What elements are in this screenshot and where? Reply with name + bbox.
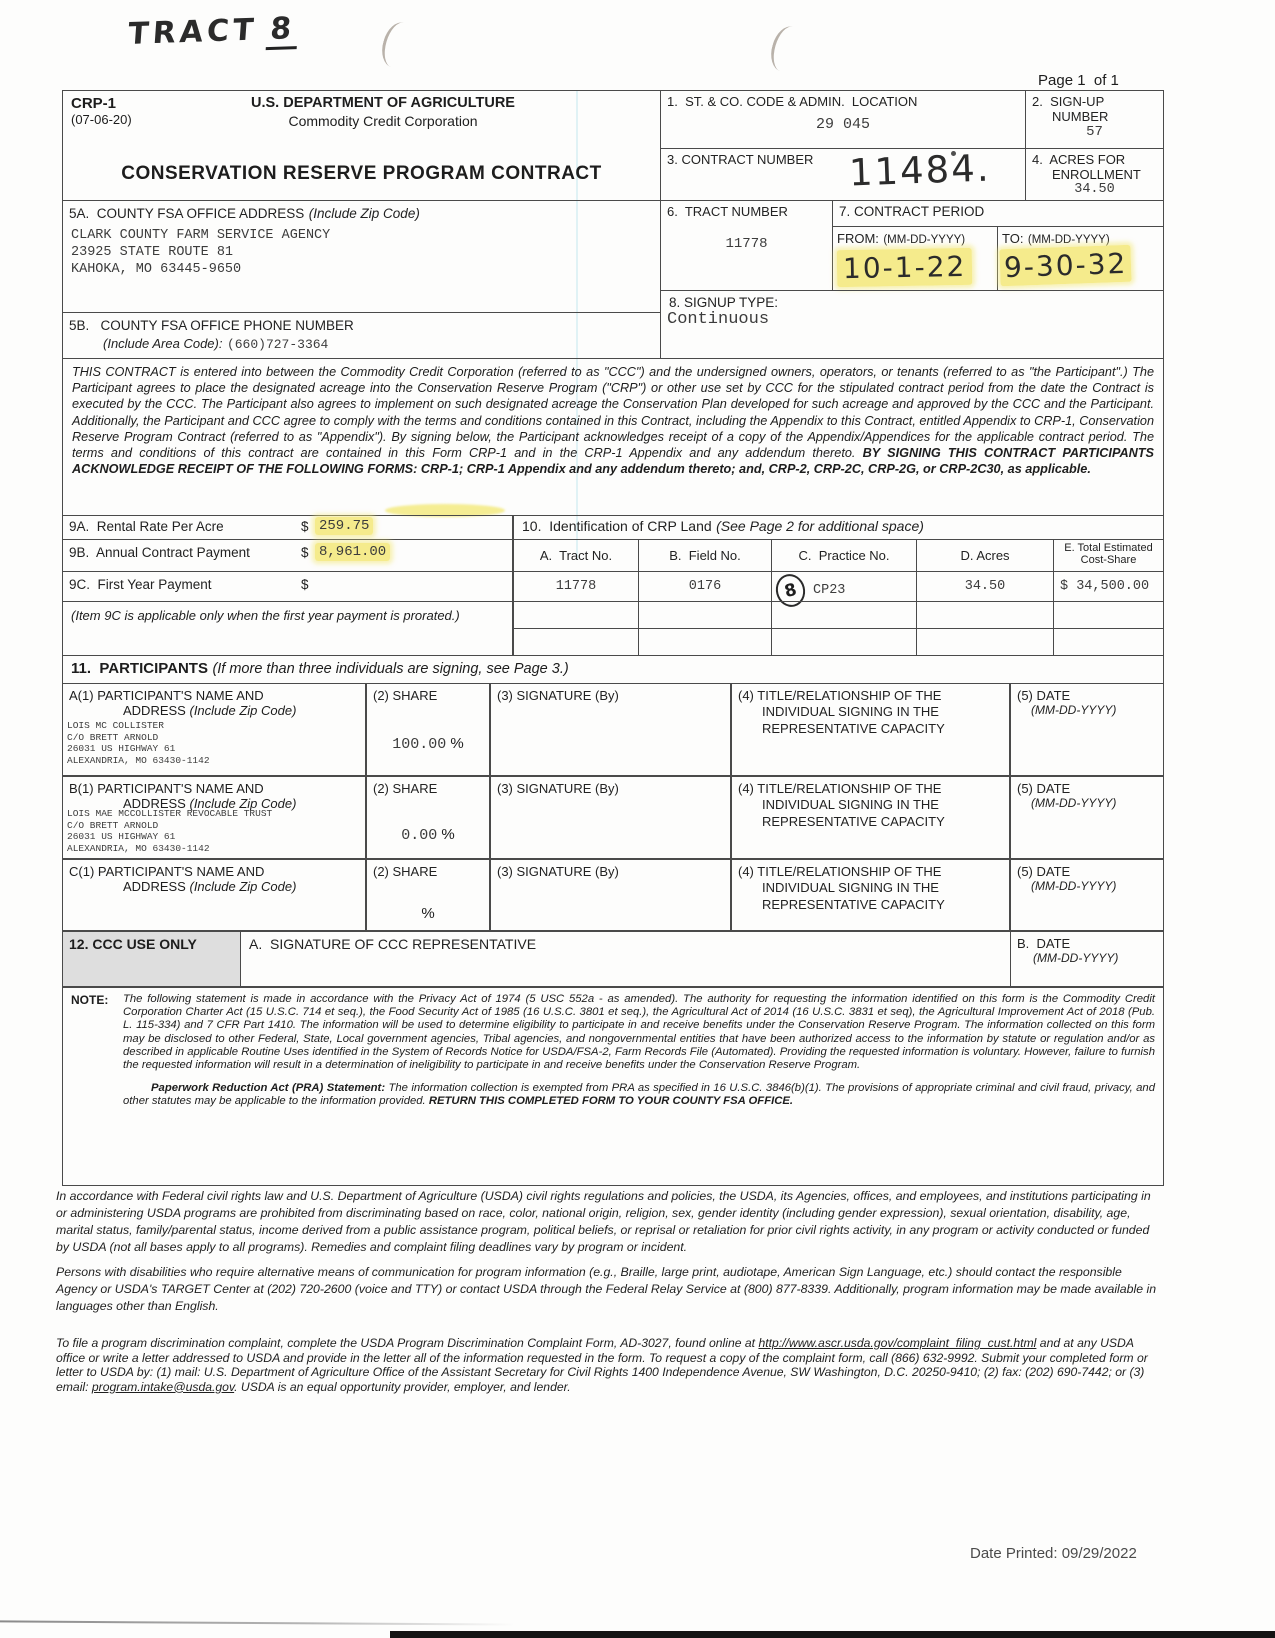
col-header-field-no bbox=[638, 539, 772, 572]
box-5a-label-note: (Include Zip Code) bbox=[308, 206, 420, 221]
date-header: (5) DATE bbox=[1017, 781, 1071, 796]
box-5b-label: 5B. COUNTY FSA OFFICE PHONE NUMBER bbox=[69, 318, 354, 333]
agency-name: Commodity Credit Corporation bbox=[288, 113, 478, 129]
box-9-note bbox=[62, 601, 513, 656]
participant-c-share-cell bbox=[366, 859, 490, 931]
box-1-value: 29 045 bbox=[815, 116, 870, 133]
crp-land-cell-practice bbox=[771, 571, 917, 602]
box-5b-fsa-office-phone bbox=[62, 312, 661, 359]
cell-value: $ 34,500.00 bbox=[1060, 579, 1150, 594]
crp-land-cell-cost-share bbox=[1053, 571, 1164, 602]
box-9b-currency: $ bbox=[301, 545, 309, 560]
address-line: ALEXANDRIA, MO 63430-1142 bbox=[67, 754, 210, 766]
complaint-text: . USDA is an equal opportunity provider, employer, and lender. bbox=[234, 1379, 571, 1394]
name-header2: ADDRESS bbox=[123, 879, 186, 894]
percent-sign: % bbox=[421, 905, 435, 922]
box-5b-label-note: (Include Area Code): bbox=[103, 336, 223, 351]
box-5a-fsa-office-address bbox=[62, 200, 661, 313]
name-header-zip: (Include Zip Code) bbox=[189, 796, 297, 811]
box-6-label: 6. TRACT NUMBER bbox=[667, 204, 788, 219]
box-4-acres-enrollment bbox=[1025, 148, 1164, 201]
address-line: KAHOKA, MO 63445-9650 bbox=[71, 262, 242, 277]
section-12-ccc-use-only bbox=[62, 931, 241, 987]
address-line: C/O BRETT ARNOLD bbox=[67, 731, 159, 743]
title-header: (4) TITLE/RELATIONSHIP OF THE INDIVIDUAL SIGNING IN THE REPRESENTATIVE CAPACITY bbox=[738, 864, 945, 912]
col-header-label: B. Field No. bbox=[669, 548, 741, 563]
name-header: PARTICIPANT'S NAME AND bbox=[97, 781, 264, 796]
address-line: LOIS MAE MCCOLLISTER REVOCABLE TRUST bbox=[67, 808, 273, 819]
participant-c-title-cell bbox=[731, 859, 1010, 931]
box-9b-annual-payment bbox=[62, 539, 513, 572]
crp-land-empty-cell bbox=[916, 601, 1054, 629]
box-6-value: 11778 bbox=[725, 236, 768, 252]
box-8-label: 8. SIGNUP TYPE: bbox=[669, 295, 779, 310]
share-value: 100.00 bbox=[392, 736, 447, 753]
crp-land-empty-cell bbox=[638, 601, 772, 629]
pra-statement-text: The information collection is exempted from PRA as specified in 16 U.S.C. 3846(b)(1). The provisions of appropriate criminal and civil fraud, privacy, and other statutes may be applicable to the information provided. bbox=[123, 1082, 1155, 1108]
signature-header: (3) SIGNATURE (By) bbox=[497, 781, 619, 796]
ccc-date-format: (MM-DD-YYYY) bbox=[1033, 951, 1119, 965]
participant-a-date-cell bbox=[1010, 683, 1164, 776]
fsa-office-address bbox=[63, 227, 660, 278]
box-2-value: 57 bbox=[1086, 124, 1103, 140]
cell-value: 34.50 bbox=[964, 579, 1006, 594]
participant-b-address bbox=[63, 808, 365, 854]
privacy-act-text: The following statement is made in accordance with the Privacy Act of 1974 (5 USC 552a - as amended). The authority for requesting the information identified on this form is the Commodity Credit Corporation Charter Act (15 U.S.C. 714 et seq.), the Food Security Act of 1985 (16 U.S.C. 3801 et seq.), the Agricultural Act of 2014 (16 U.S.C. 3831 et seq), the Agricultural Improvement Act of 2018 (Pub. L. 115-334) and 7 CFR Part 1410. The information will be used to determine eligibility to participate in and receive benefits under the Conservation Reserve Program. The information collected on this form may be disclosed to other Federal, State, Local government agencies, Tribal agencies, and nongovernmental entities that have been authorized access to the information by statute or regulation and/or as described in applicable Routine Uses identified in the System of Records Notice for USDA/FSA-2, Farm Records File (Automated). Providing the requested information is voluntary. However, failure to furnish the requested information will result in a determination of ineligibility to participate in and receive benefits under the Conservation Reserve Program. bbox=[123, 993, 1155, 1072]
box-7-to-cell bbox=[998, 227, 1165, 291]
participant-row-id: C(1) bbox=[69, 864, 95, 879]
box-4-value: 34.50 bbox=[1074, 182, 1115, 197]
crp-land-empty-cell bbox=[771, 628, 917, 656]
name-header: PARTICIPANT'S NAME AND bbox=[97, 864, 265, 879]
participant-b-signature-cell bbox=[490, 776, 731, 859]
participant-b-title-cell bbox=[731, 776, 1010, 859]
page-indicator: Page 1 of 1 bbox=[1038, 72, 1119, 89]
participant-row-id: B(1) bbox=[69, 781, 94, 796]
participant-a-title-cell bbox=[731, 683, 1010, 776]
ccc-signature-label: A. SIGNATURE OF CCC REPRESENTATIVE bbox=[249, 936, 537, 952]
box-9a-currency: $ bbox=[301, 519, 309, 534]
address-line: 23925 STATE ROUTE 81 bbox=[71, 245, 234, 260]
box-3-contract-number bbox=[660, 148, 1026, 201]
participant-c-date-cell bbox=[1010, 859, 1164, 931]
scan-edge-bar bbox=[390, 1631, 1275, 1638]
crp-land-cell-field bbox=[638, 571, 772, 602]
col-header-label: D. Acres bbox=[960, 548, 1010, 563]
ccc-date-label: B. DATE bbox=[1017, 936, 1071, 951]
note-label: NOTE: bbox=[71, 993, 109, 1007]
participant-c-name-cell bbox=[62, 859, 366, 931]
to-label: TO: bbox=[1002, 231, 1024, 246]
box-2-label-line1: 2. SIGN-UP bbox=[1032, 94, 1105, 109]
cell-value: 11778 bbox=[555, 579, 597, 594]
pra-return-instruction: RETURN THIS COMPLETED FORM TO YOUR COUNTY FSA OFFICE. bbox=[428, 1095, 794, 1108]
participant-b-share-cell bbox=[366, 776, 490, 859]
participant-a-signature-cell bbox=[490, 683, 731, 776]
crp-land-cell-tract bbox=[513, 571, 639, 602]
contract-body-text: THIS CONTRACT is entered into between the Commodity Credit Corporation (referred to as "CCC") and the undersigned owners, operators, or tenants (referred to as "the Participant".) The Participant agrees to place the designated acreage into the Conservation Reserve Program ("CRP") or other use set by CCC for the stipulated contract period from the date the Contract is executed by the CCC. The Participant also agrees to implement on such designated acreage the Conservation Plan developed for such acreage and approved by the CCC and the Participant. Additionally, the Participant and CCC agree to comply with the terms and conditions contained in this Contract, including the Appendix to this Contract, entitled Appendix to CRP-1, Conservation Reserve Program Contract (referred to as "Appendix"). By signing below, the Participant acknowledges receipt of a copy of the Appendix/Appendices for the applicable contract period. The terms and conditions of this contract are contained in this Form CRP-1 and in the CRP-1 Appendix and any addendum thereto. bbox=[72, 365, 1154, 461]
box-10-header bbox=[513, 515, 1164, 540]
address-line: 26031 US HIGHWAY 61 bbox=[67, 743, 176, 754]
from-label: FROM: bbox=[837, 231, 879, 246]
box-9a-value: 259.75 bbox=[315, 517, 373, 535]
scan-scratch-line bbox=[0, 1620, 515, 1625]
complaint-form-url: http://www.ascr.usda.gov/complaint_filing_cust.html bbox=[758, 1336, 1037, 1350]
box-3-handwritten-value: 11484. bbox=[848, 146, 992, 195]
crp-land-empty-cell bbox=[638, 628, 772, 656]
box-1-state-county-code bbox=[660, 90, 1026, 149]
date-printed: Date Printed: 09/29/2022 bbox=[970, 1545, 1137, 1562]
box-9b-value: 8,961.00 bbox=[315, 543, 390, 561]
box-4-label-line2: ENROLLMENT bbox=[1052, 167, 1141, 182]
col-header-practice-no bbox=[771, 539, 917, 572]
tract-number: 8 bbox=[266, 11, 300, 50]
form-header-box bbox=[62, 90, 661, 201]
from-format: (MM-DD-YYYY) bbox=[883, 234, 966, 246]
share-header: (2) SHARE bbox=[373, 781, 438, 796]
contract-bold-text: BY SIGNING THIS CONTRACT PARTICIPANTS ACKNOWLEDGE RECEIPT OF THE FOLLOWING FORMS: CRP-1; CRP-1 Appendix and any addendum thereto; and, CRP-2, CRP-2C, CRP-2G, or CRP-2C30, as applicable. bbox=[72, 446, 1154, 477]
box-9c-first-year-payment bbox=[62, 571, 513, 602]
box-7-contract-period bbox=[832, 200, 1164, 291]
box-4-label-line1: 4. ACRES FOR bbox=[1032, 152, 1126, 167]
address-line: CLARK COUNTY FARM SERVICE AGENCY bbox=[71, 228, 331, 243]
pra-statement-label: Paperwork Reduction Act (PRA) Statement: bbox=[151, 1082, 386, 1095]
box-7-label: 7. CONTRACT PERIOD bbox=[833, 201, 1163, 227]
address-line: 26031 US HIGHWAY 61 bbox=[67, 831, 176, 842]
participant-b-date-cell bbox=[1010, 776, 1164, 859]
box-6-tract-number bbox=[660, 200, 833, 291]
box-9a-rental-rate bbox=[62, 515, 513, 540]
box-2-label-line2: NUMBER bbox=[1052, 109, 1109, 124]
box-9-note-text: (Item 9C is applicable only when the first year payment is prorated.) bbox=[71, 608, 460, 623]
box-9c-label: 9C. First Year Payment bbox=[69, 577, 212, 592]
percent-sign: % bbox=[450, 735, 464, 752]
box-5a-label: 5A. COUNTY FSA OFFICE ADDRESS bbox=[69, 206, 305, 221]
section-11-label-note: (If more than three individuals are signing, see Page 3.) bbox=[212, 661, 569, 677]
box-2-signup-number bbox=[1025, 90, 1164, 149]
note-privacy-act-block bbox=[62, 987, 1164, 1186]
crp-land-empty-cell bbox=[513, 601, 639, 629]
department-name: U.S. DEPARTMENT OF AGRICULTURE bbox=[251, 95, 515, 111]
complaint-email-link: program.intake@usda.gov bbox=[91, 1379, 235, 1394]
box-10-label-note: (See Page 2 for additional space) bbox=[716, 518, 924, 534]
address-line: C/O BRETT ARNOLD bbox=[67, 819, 159, 831]
name-header-zip: (Include Zip Code) bbox=[189, 879, 297, 894]
address-line: LOIS MC COLLISTER bbox=[67, 720, 164, 731]
ccc-signature-cell bbox=[240, 931, 1011, 987]
scan-mark-arc-left bbox=[377, 19, 418, 71]
col-header-label: C. Practice No. bbox=[798, 548, 890, 563]
date-format: (MM-DD-YYYY) bbox=[1031, 879, 1117, 893]
col-header-label: Cost-Share bbox=[1080, 554, 1137, 566]
handwritten-tract-annotation bbox=[127, 11, 300, 55]
col-header-cost-share bbox=[1053, 539, 1164, 572]
tract-word: TRACT bbox=[126, 12, 259, 53]
box-8-signup-type bbox=[660, 290, 1164, 359]
box-9a-label: 9A. Rental Rate Per Acre bbox=[69, 519, 224, 534]
crp-land-empty-cell bbox=[513, 628, 639, 656]
complaint-text: To file a program discrimination complaint, complete the USDA Program Discrimination Complaint Form, AD-3027, found online at bbox=[56, 1336, 759, 1350]
signature-header: (3) SIGNATURE (By) bbox=[497, 864, 619, 879]
col-header-acres bbox=[916, 539, 1054, 572]
signature-header: (3) SIGNATURE (By) bbox=[497, 688, 619, 703]
date-header: (5) DATE bbox=[1017, 864, 1071, 879]
crp-land-empty-cell bbox=[916, 628, 1054, 656]
date-format: (MM-DD-YYYY) bbox=[1031, 796, 1117, 810]
box-10-label: 10. Identification of CRP Land bbox=[522, 518, 712, 534]
name-header2: ADDRESS bbox=[123, 796, 186, 811]
from-date-handwritten: 10-1-22 bbox=[837, 248, 973, 287]
col-header-label: E. Total Estimated bbox=[1064, 542, 1153, 554]
name-header2: ADDRESS bbox=[123, 703, 186, 718]
title-header: (4) TITLE/RELATIONSHIP OF THE INDIVIDUAL SIGNING IN THE REPRESENTATIVE CAPACITY bbox=[738, 688, 945, 736]
crp-land-empty-cell bbox=[771, 601, 917, 629]
cell-value: 0176 bbox=[688, 579, 722, 594]
box-3-label: 3. CONTRACT NUMBER bbox=[667, 152, 814, 167]
date-format: (MM-DD-YYYY) bbox=[1031, 703, 1117, 717]
participant-a-share-cell bbox=[366, 683, 490, 776]
share-header: (2) SHARE bbox=[373, 688, 438, 703]
section-11-header bbox=[62, 655, 1164, 684]
participant-c-signature-cell bbox=[490, 859, 731, 931]
date-header: (5) DATE bbox=[1017, 688, 1071, 703]
crp-land-empty-cell bbox=[1053, 601, 1164, 629]
complaint-text: and at any USDA office or write a letter addressed to USDA and provide in the letter all of the information requested in the form. To request a copy of the complaint form, call (866) 632-9992. Submit your completed form or letter to USDA by: (1) mail: U.S. Department of Agriculture Office of the Assistant Secretary for Civil Rights 1400 Independence Avenue, SW Washington, D.C. 20250-9410; (2) fax: (202) 690-7442; or (3) email: bbox=[56, 1336, 1148, 1394]
section-12-label: 12. CCC USE ONLY bbox=[69, 936, 197, 952]
participant-row-id: A(1) bbox=[69, 688, 94, 703]
name-header-zip: (Include Zip Code) bbox=[189, 703, 297, 718]
crp-land-empty-cell bbox=[1053, 628, 1164, 656]
box-9b-label: 9B. Annual Contract Payment bbox=[69, 545, 250, 560]
section-11-label: 11. PARTICIPANTS bbox=[71, 660, 208, 677]
participant-a-address bbox=[63, 720, 365, 766]
scan-mark-arc-right bbox=[766, 23, 807, 75]
ccc-date-cell bbox=[1010, 931, 1164, 987]
form-code: CRP-1 bbox=[71, 95, 117, 112]
box-1-label: 1. ST. & CO. CODE & ADMIN. LOCATION bbox=[667, 94, 918, 109]
crp-land-cell-acres bbox=[916, 571, 1054, 602]
share-header: (2) SHARE bbox=[373, 864, 438, 879]
box-8-value: Continuous bbox=[667, 310, 770, 329]
discrimination-complaint-paragraph bbox=[56, 1336, 1164, 1394]
name-header: PARTICIPANT'S NAME AND bbox=[97, 688, 264, 703]
box-9c-currency: $ bbox=[301, 577, 309, 592]
col-header-label: A. Tract No. bbox=[539, 548, 613, 563]
disabilities-paragraph: Persons with disabilities who require alternative means of communication for program information (e.g., Braille, large print, audiotape, American Sign Language, etc.) should contact the responsible Agency or USDA's TARGET Center at (202) 720-2600 (voice and TTY) or contact USDA through the Federal Relay Service at (800) 877-8339. Additionally, program information may be made available in languages other than English. bbox=[56, 1265, 1157, 1313]
title-header: (4) TITLE/RELATIONSHIP OF THE INDIVIDUAL SIGNING IN THE REPRESENTATIVE CAPACITY bbox=[738, 781, 945, 829]
handwritten-circled-mark: 8 bbox=[772, 571, 808, 610]
participant-b-name-cell bbox=[62, 776, 366, 859]
contract-terms-paragraph bbox=[62, 358, 1164, 516]
to-format: (MM-DD-YYYY) bbox=[1027, 234, 1110, 246]
col-header-tract-no bbox=[513, 539, 639, 572]
form-revision: (07-06-20) bbox=[71, 112, 132, 127]
form-title: CONSERVATION RESERVE PROGRAM CONTRACT bbox=[121, 163, 602, 184]
percent-sign: % bbox=[441, 826, 455, 843]
box-7-from-cell bbox=[833, 227, 998, 291]
to-date-handwritten: 9-30-32 bbox=[999, 245, 1131, 287]
civil-rights-paragraph: In accordance with Federal civil rights law and U.S. Department of Agriculture (USDA) civil rights regulations and policies, the USDA, its Agencies, offices, and employees, and institutions participating in or administering USDA programs are prohibited from discriminating based on race, color, national origin, religion, sex, gender identity (including gender expression), sexual orientation, disability, age, marital status, family/parental status, income derived from a public assistance program, political beliefs, or reprisal or retaliation for prior civil rights activity, in any program or activity conducted or funded by USDA (not all bases apply to all programs). Remedies and complaint filing deadlines vary by program or incident. bbox=[56, 1189, 1151, 1254]
box-5b-value: (660)727-3364 bbox=[226, 337, 329, 352]
participant-a-name-cell bbox=[62, 683, 366, 776]
share-value: 0.00 bbox=[401, 827, 438, 844]
address-line: ALEXANDRIA, MO 63430-1142 bbox=[67, 842, 210, 854]
cell-value: CP23 bbox=[813, 583, 846, 598]
